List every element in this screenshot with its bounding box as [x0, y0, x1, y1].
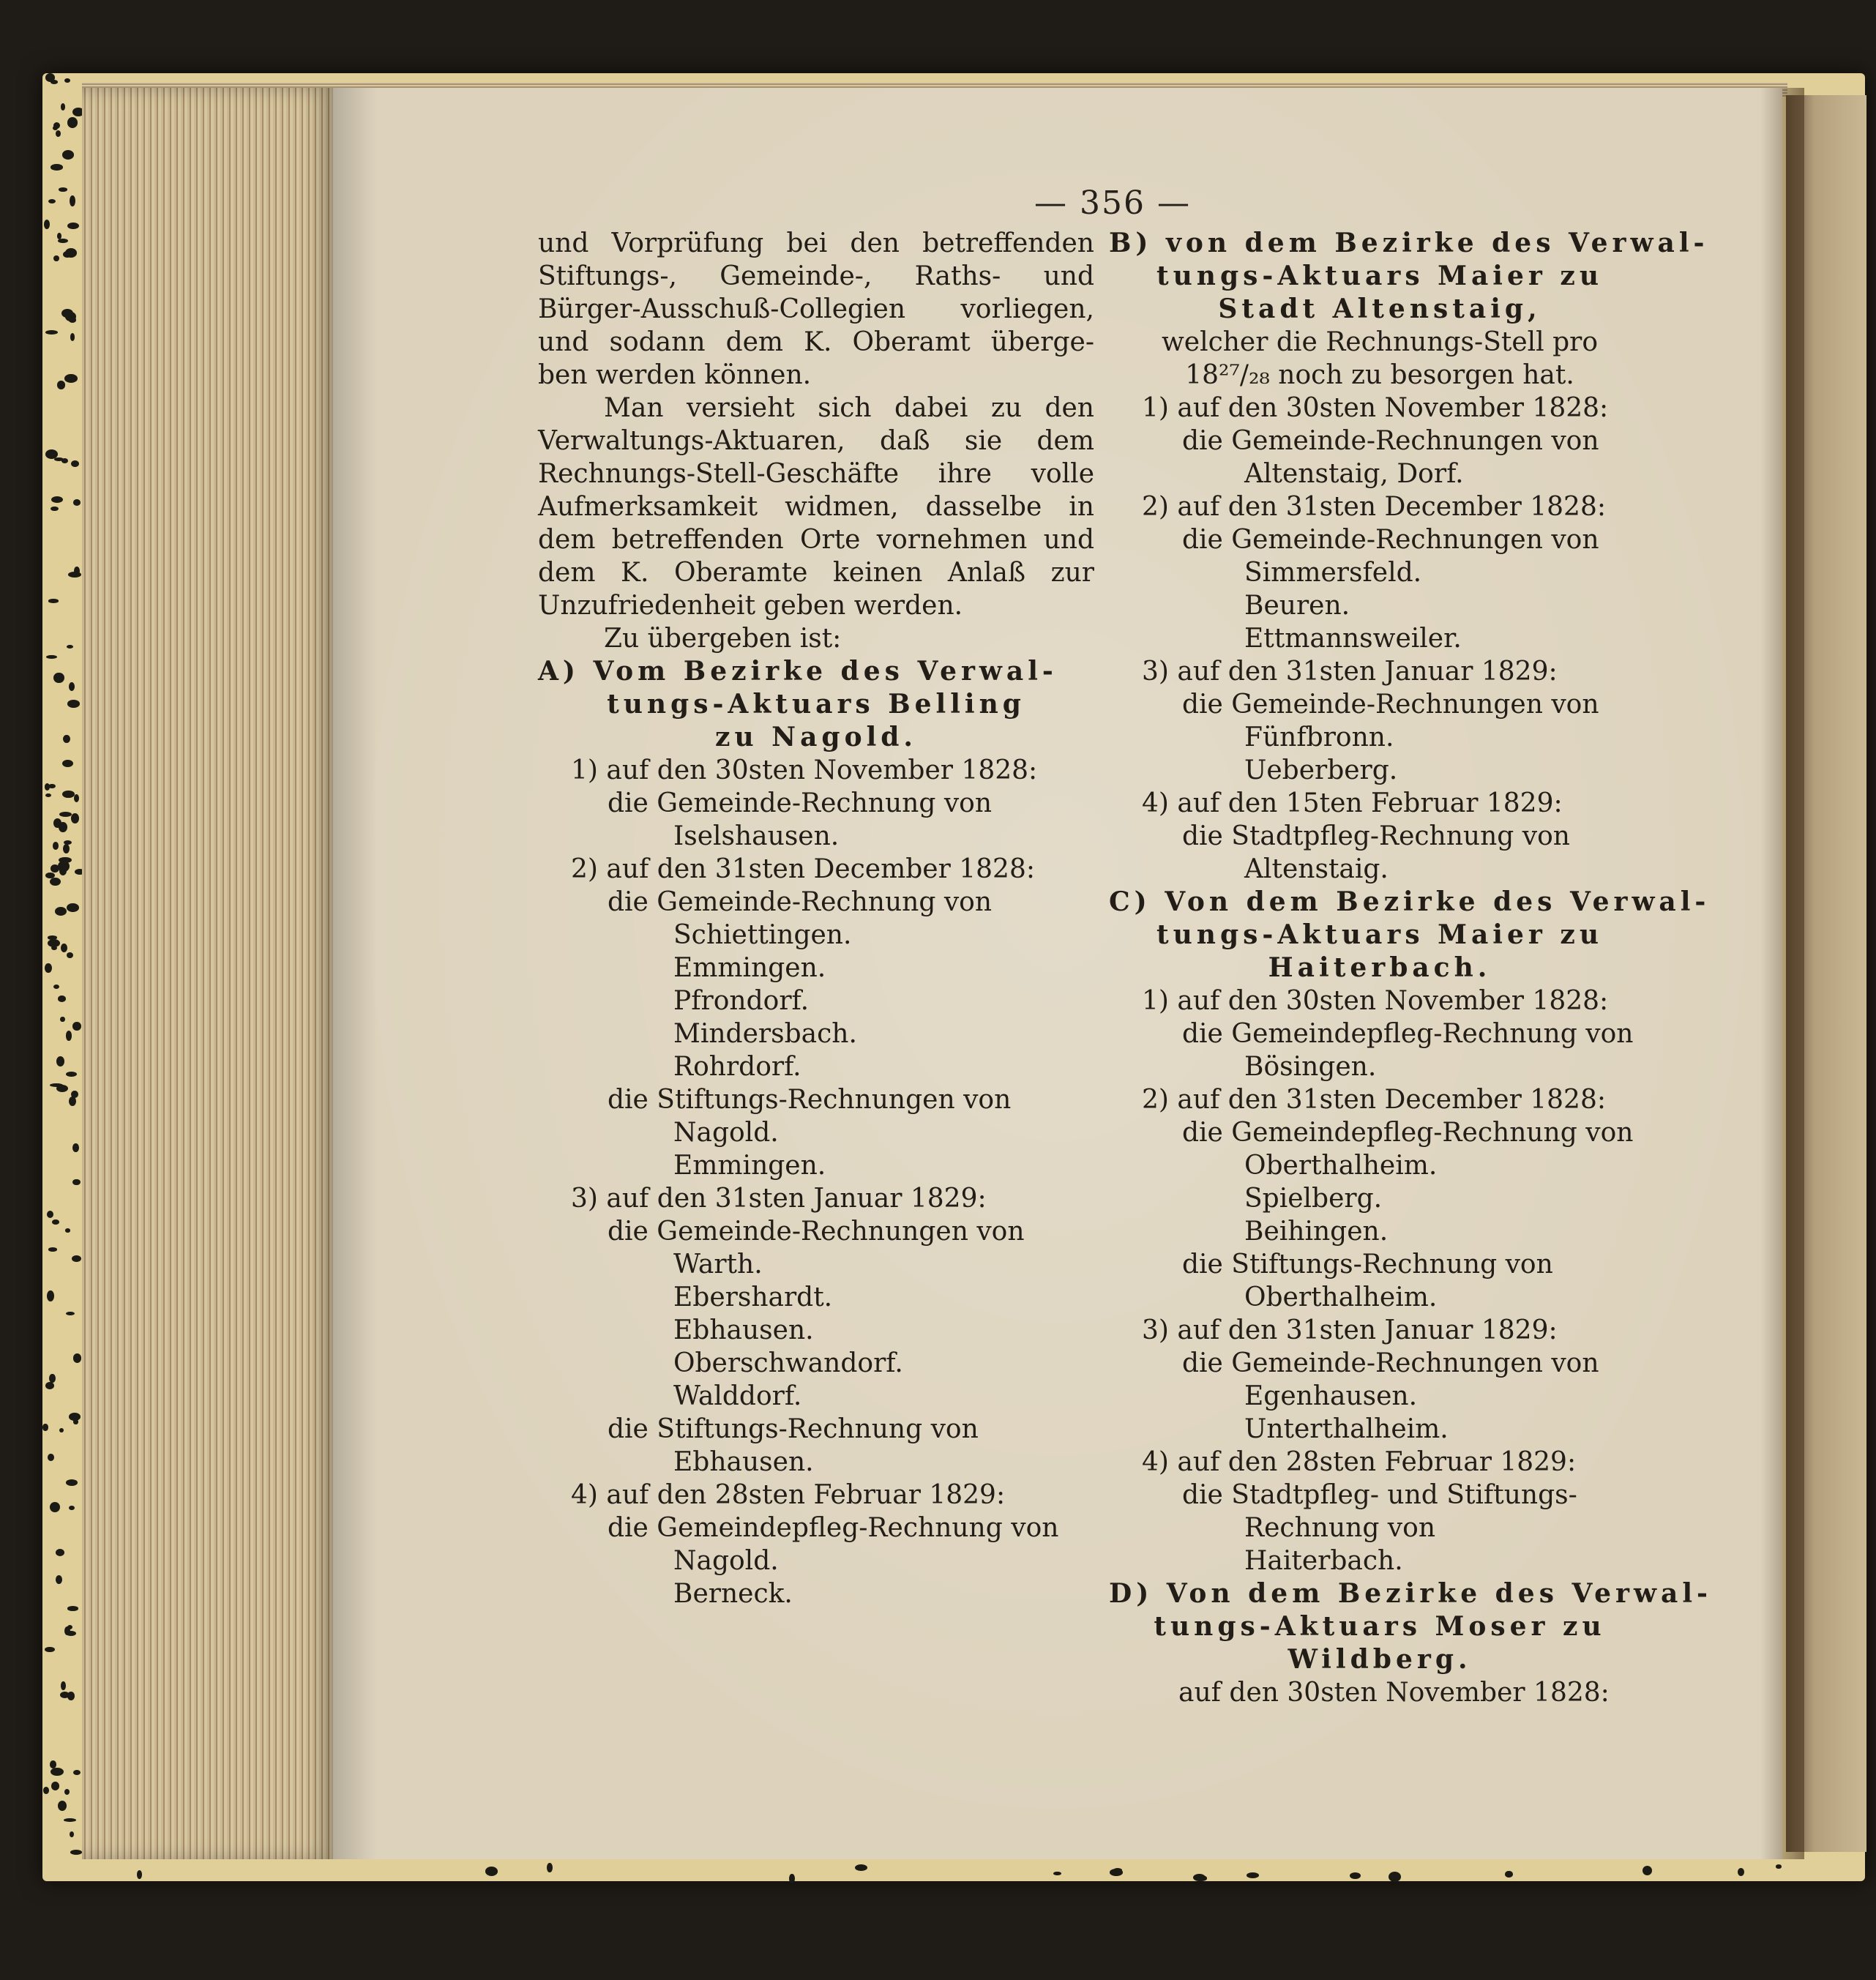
marbling-speck	[66, 1479, 78, 1486]
marbling-speck	[1389, 1872, 1402, 1882]
marbling-speck	[65, 312, 76, 321]
text-line: Stiftungs-, Gemeinde-, Raths- und	[538, 261, 1094, 291]
text-line: die Stiftungs-Rechnung von	[1182, 1249, 1553, 1279]
text-line: die Stiftungs-Rechnung von	[608, 1414, 979, 1444]
marbling-speck	[73, 1353, 81, 1362]
marbling-speck	[137, 1870, 143, 1879]
place-name: Oberthalheim.	[1244, 1151, 1438, 1181]
place-name: Mindersbach.	[673, 1019, 857, 1049]
marbling-speck	[66, 1312, 75, 1315]
marbling-speck	[52, 1219, 59, 1225]
left-column	[538, 227, 1094, 1610]
marbling-speck	[51, 496, 63, 504]
date-item: 3) auf den 31sten Januar 1829:	[1142, 657, 1558, 687]
text-line: dem K. Oberamte keinen Anlaß zur	[538, 558, 1094, 588]
marbling-speck	[47, 1211, 53, 1218]
marbling-speck	[547, 1863, 553, 1872]
section-heading-c: C) Von dem Bezirke des Verwal-	[1109, 886, 1711, 917]
marbling-speck	[43, 1787, 49, 1794]
marbling-speck	[485, 1867, 498, 1876]
marbling-speck	[48, 935, 56, 940]
marbling-speck	[56, 1549, 65, 1557]
marbling-speck	[55, 907, 67, 916]
marbling-speck	[70, 1850, 82, 1855]
text-line: Verwaltungs-Aktuaren, daß sie dem	[538, 426, 1094, 456]
marbling-speck	[45, 1647, 55, 1653]
marbling-speck	[73, 499, 81, 506]
marbling-speck	[73, 1770, 81, 1775]
marbling-speck	[67, 645, 73, 649]
place-name: Altenstaig.	[1244, 854, 1389, 884]
date-item: 4) auf den 28sten Februar 1829:	[1142, 1447, 1577, 1477]
marbling-speck	[789, 1874, 794, 1883]
marbling-speck	[67, 223, 78, 229]
marbling-speck	[51, 946, 57, 950]
section-heading-d: tungs-Aktuars Moser zu	[1154, 1611, 1606, 1642]
marbling-speck	[56, 1085, 68, 1092]
marbling-speck	[61, 103, 65, 111]
marbling-speck	[69, 1506, 75, 1510]
marbling-speck	[1776, 1864, 1782, 1869]
marbling-speck	[59, 1428, 64, 1432]
marbling-speck	[64, 1789, 70, 1795]
marbling-speck	[64, 374, 78, 383]
marbling-speck	[56, 1575, 62, 1584]
marbling-speck	[66, 1031, 72, 1040]
marbling-speck	[64, 840, 72, 845]
place-name: Nagold.	[673, 1118, 779, 1148]
marbling-speck	[45, 1382, 54, 1389]
marbling-speck	[48, 784, 56, 788]
marbling-speck	[46, 655, 56, 659]
marbling-speck	[1110, 1869, 1123, 1876]
place-name: Ueberberg.	[1244, 755, 1398, 785]
marbling-speck	[51, 507, 59, 511]
place-name: Beuren.	[1244, 591, 1350, 621]
text-line: welcher die Rechnungs-Stell pro	[1161, 327, 1599, 357]
place-name: Emmingen.	[673, 953, 826, 983]
marbling-speck	[67, 1692, 75, 1700]
marbling-speck	[71, 1091, 78, 1099]
page-block-edges	[82, 88, 335, 1859]
marbling-speck	[64, 78, 70, 83]
marbling-speck	[1738, 1868, 1744, 1876]
page-number: — 356 —	[1034, 184, 1191, 222]
marbling-speck	[59, 822, 67, 832]
marbling-speck	[48, 1454, 54, 1461]
marbling-speck	[67, 1606, 78, 1610]
place-name: Spielberg.	[1244, 1184, 1383, 1214]
text-line: und Vorprüfung bei den betreffenden	[538, 228, 1094, 258]
text-line: Unzufriedenheit geben werden.	[538, 591, 963, 621]
text-line: die Gemeinde-Rechnung von	[608, 788, 993, 818]
text-line: die Gemeindepfleg-Rechnung von	[1182, 1118, 1634, 1148]
marbling-speck	[50, 1502, 60, 1512]
marbling-speck	[50, 878, 61, 886]
place-name: Simmersfeld.	[1244, 558, 1422, 588]
marbling-speck	[72, 1022, 81, 1030]
date-item: 1) auf den 30sten November 1828:	[1142, 986, 1609, 1016]
marbling-speck	[51, 80, 59, 84]
text-line: die Gemeindepfleg-Rechnung von	[1182, 1019, 1634, 1049]
text-line: ben werden können.	[538, 360, 812, 390]
text-line: Bürger-Ausschuß-Collegien vorliegen,	[538, 294, 1094, 324]
date-item: auf den 30sten November 1828:	[1178, 1678, 1610, 1708]
marbling-speck	[51, 1782, 59, 1790]
place-name: Fünfbronn.	[1244, 722, 1394, 752]
marbling-speck	[53, 985, 59, 989]
marbling-speck	[67, 1625, 72, 1629]
marbling-speck	[64, 1818, 77, 1822]
marbling-speck	[42, 1424, 48, 1431]
text-line: die Gemeinde-Rechnungen von	[1182, 1348, 1599, 1378]
place-name: Emmingen.	[673, 1151, 826, 1181]
marbling-speck	[58, 1801, 67, 1811]
section-heading-c: tungs-Aktuars Maier zu	[1156, 919, 1603, 950]
text-line: die Gemeinde-Rechnungen von	[1182, 690, 1599, 720]
date-item: 4) auf den 28sten Februar 1829:	[571, 1480, 1006, 1510]
marbling-speck	[67, 903, 79, 912]
place-name: Egenhausen.	[1244, 1381, 1418, 1411]
marbling-speck	[61, 1681, 66, 1690]
marbling-speck	[70, 195, 75, 206]
marbling-speck	[70, 1831, 74, 1837]
marbling-speck	[48, 1247, 57, 1251]
section-heading-a: zu Nagold.	[715, 722, 917, 752]
marbling-speck	[53, 122, 60, 129]
text-line: Zu übergeben ist:	[604, 624, 842, 654]
marbling-speck	[68, 572, 81, 578]
marbling-speck	[72, 1143, 79, 1152]
text-line: die Gemeindepfleg-Rechnung von	[608, 1513, 1059, 1543]
marbling-speck	[62, 791, 75, 798]
place-name: Unterthalheim.	[1244, 1414, 1449, 1444]
date-item: 3) auf den 31sten Januar 1829:	[1142, 1315, 1558, 1345]
marbling-speck	[61, 458, 69, 463]
text-line: Aufmerksamkeit widmen, dasselbe in	[538, 492, 1094, 522]
marbling-speck	[67, 700, 80, 708]
marbling-speck	[56, 1056, 64, 1067]
marbling-speck	[48, 599, 59, 602]
section-heading-c: Haiterbach.	[1268, 952, 1492, 983]
marbling-speck	[44, 220, 51, 229]
marbling-speck	[56, 130, 61, 137]
date-item: 1) auf den 30sten November 1828:	[571, 755, 1038, 785]
marbling-speck	[71, 460, 78, 467]
marbling-speck	[45, 449, 58, 459]
text-line: die Gemeinde-Rechnung von	[608, 887, 993, 917]
marbling-speck	[45, 793, 51, 797]
text-line: Man versieht sich dabei zu den	[604, 393, 1094, 423]
page-gutter-shadow	[1760, 88, 1804, 1859]
marbling-speck	[61, 944, 67, 952]
marbling-speck	[74, 794, 79, 802]
date-item: 2) auf den 31sten December 1828:	[1142, 1085, 1606, 1115]
right-column	[1109, 227, 1712, 1709]
marbling-speck	[59, 812, 72, 817]
marbling-speck	[1505, 1871, 1512, 1877]
text-line: die Stadtpfleg- und Stiftungs-	[1182, 1480, 1577, 1510]
marbling-speck	[48, 199, 56, 203]
place-name: Oberthalheim.	[1244, 1282, 1438, 1312]
marbling-speck	[67, 117, 78, 127]
marbling-speck	[69, 682, 75, 691]
marbling-speck	[60, 1017, 65, 1023]
marbling-speck	[63, 844, 70, 853]
marbling-speck	[58, 995, 66, 1001]
marbling-speck	[62, 150, 74, 159]
marbling-speck	[47, 1290, 54, 1301]
marbling-speck	[65, 248, 77, 258]
place-name: Altenstaig, Dorf.	[1244, 459, 1464, 489]
place-name: Ebershardt.	[673, 1282, 833, 1312]
marbling-speck	[58, 239, 67, 243]
place-name: Walddorf.	[673, 1381, 802, 1411]
section-heading-b: tungs-Aktuars Maier zu	[1156, 261, 1603, 291]
text-line: die Gemeinde-Rechnungen von	[1182, 525, 1599, 555]
place-name: Ebhausen.	[673, 1447, 814, 1477]
place-name: Haiterbach.	[1244, 1546, 1403, 1576]
place-name: Schiettingen.	[673, 920, 852, 950]
text-line: die Gemeinde-Rechnungen von	[1182, 426, 1599, 456]
marbling-speck	[63, 735, 70, 743]
section-heading-a: A) Vom Bezirke des Verwal-	[538, 656, 1058, 687]
place-name: Bösingen.	[1244, 1052, 1377, 1082]
text-line: Rechnung von	[1244, 1513, 1435, 1543]
place-name: Ettmannsweiler.	[1244, 624, 1462, 654]
place-name: Beihingen.	[1244, 1217, 1389, 1247]
date-item: 2) auf den 31sten December 1828:	[571, 854, 1035, 884]
marbling-speck	[62, 760, 73, 767]
marbling-speck	[1643, 1866, 1652, 1875]
text-line: die Stadtpfleg-Rechnung von	[1182, 821, 1570, 851]
place-name: Berneck.	[673, 1579, 793, 1609]
place-name: Pfrondorf.	[673, 986, 810, 1016]
date-item: 3) auf den 31sten Januar 1829:	[571, 1184, 987, 1214]
marbling-speck	[67, 952, 73, 958]
marbling-speck	[72, 1255, 81, 1262]
marbling-speck	[66, 1631, 76, 1636]
marbling-speck	[71, 813, 79, 823]
date-item: 1) auf den 30sten November 1828:	[1142, 393, 1609, 423]
place-name: Oberschwandorf.	[673, 1348, 903, 1378]
place-name: Ebhausen.	[673, 1315, 814, 1345]
place-name: Iselshausen.	[673, 821, 840, 851]
text-line: 18²⁷/₂₈ noch zu besorgen hat.	[1185, 360, 1574, 390]
section-heading-d: D) Von dem Bezirke des Verwal-	[1109, 1578, 1712, 1609]
marbling-speck	[53, 842, 59, 850]
marbling-speck	[57, 381, 65, 389]
section-heading-d: Wildberg.	[1288, 1644, 1472, 1675]
section-heading-a: tungs-Aktuars Belling	[607, 689, 1025, 720]
text-line: die Stiftungs-Rechnungen von	[608, 1085, 1012, 1115]
marbling-speck	[53, 255, 59, 261]
marbling-speck	[45, 330, 58, 335]
place-name: Rohrdorf.	[673, 1052, 801, 1082]
marbling-speck	[72, 1179, 80, 1185]
date-item: 4) auf den 15ten Februar 1829:	[1142, 788, 1563, 818]
marbling-speck	[66, 1072, 77, 1077]
text-line: dem betreffenden Orte vornehmen und	[538, 525, 1094, 555]
text-line: die Gemeinde-Rechnungen von	[608, 1217, 1025, 1247]
marbling-speck	[855, 1864, 867, 1871]
marbling-speck	[53, 673, 64, 684]
marbling-speck	[65, 1228, 70, 1232]
marbling-speck	[45, 873, 55, 878]
section-heading-b: Stadt Altenstaig,	[1218, 294, 1541, 324]
text-line: und sodann dem K. Oberamt überge-	[538, 327, 1094, 357]
section-heading-b: B) von dem Bezirke des Verwal-	[1109, 228, 1709, 258]
text-line: Rechnungs-Stell-Geschäfte ihre volle	[538, 459, 1094, 489]
marbling-speck	[51, 1768, 64, 1776]
place-name: Warth.	[673, 1249, 763, 1279]
place-name: Nagold.	[673, 1546, 779, 1576]
marbling-speck	[69, 1413, 81, 1421]
marbling-speck	[1247, 1872, 1259, 1878]
marbling-speck	[51, 164, 63, 170]
marbling-speck	[1350, 1872, 1361, 1879]
date-item: 2) auf den 31sten December 1828:	[1142, 492, 1606, 522]
marbling-speck	[1053, 1872, 1061, 1876]
marbling-speck	[70, 333, 75, 340]
marbling-speck	[58, 861, 69, 872]
marbling-speck	[59, 187, 67, 192]
marbling-speck	[45, 963, 51, 973]
marbling-speck	[1197, 1875, 1208, 1881]
